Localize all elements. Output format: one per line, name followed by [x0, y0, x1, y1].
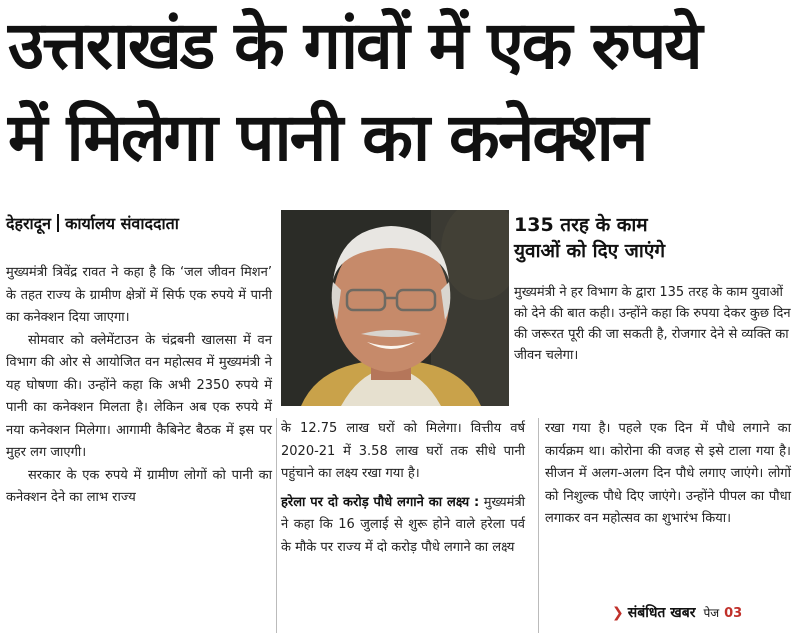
article-column-3 — [545, 418, 791, 531]
sidebox-title — [514, 212, 789, 264]
portrait-image — [281, 210, 509, 406]
column-divider — [276, 418, 277, 633]
article-paragraph: के 12.75 लाख घरों को मिलेगा। वित्तीय वर्ष 2020-21 में 3.58 लाख घरों तक सीधे पानी पहुंचाने का लक्ष्य रखा गया है। — [281, 421, 525, 481]
byline — [6, 212, 179, 234]
headline-line-2: में मिलेगा पानी का कनेक्शन — [8, 99, 647, 176]
chief-minister-photo — [281, 210, 509, 406]
article-paragraph: रखा गया है। पहले एक दिन में पौधे लगाने का कार्यक्रम था। कोरोना की वजह से इसे टाला गया है। सीजन में अलग-अलग दिन पौधे लगाए जाएंगे। लोगों को निशुल्क पौधे दिए जाएंगे। उन्होंने पीपल का पौधा लगाकर वन महोत्सव का शुभारंभ किया। — [545, 421, 791, 526]
article-paragraph: सोमवार को क्लेमेंटाउन के चंद्रबनी खालसा में वन विभाग की ओर से आयोजित वन महोत्सव में मुख्यमंत्री ने यह घोषणा की। उन्होंने कहा कि अभी 2350 रुपये में पानी का कनेक्शन मिलता है। लेकिन अब एक रुपये में नया कनेक्शन मिलेगा। आगामी कैबिनेट बैठक में इस पर मुहर लग जाएगी। — [6, 332, 272, 460]
related-news-link[interactable] — [612, 603, 742, 622]
column-divider — [538, 418, 539, 633]
page-number: 03 — [724, 606, 743, 621]
sidebox-title-line-1: 135 तरह के काम — [514, 214, 648, 236]
sidebox-title-line-2: युवाओं को दिए जाएंगे — [514, 240, 666, 262]
article-paragraph: सरकार के एक रुपये में ग्रामीण लोगों को पानी का कनेक्शन देने का लाभ राज्य — [6, 467, 272, 505]
headline — [8, 0, 793, 184]
headline-line-1: उत्तराखंड के गांवों में एक रुपये — [8, 7, 701, 84]
article-paragraph: मुख्यमंत्री ने कहा कि 16 जुलाई से शुरू होने वाले हरेला पर्व के मौके पर राज्य में दो करोड़ पौधे लगाने का लक्ष्य — [281, 494, 525, 555]
article-column-1 — [6, 262, 272, 510]
related-label: संबंधित खबर — [627, 605, 696, 621]
sidebox-body: मुख्यमंत्री ने हर विभाग के द्वारा 135 तरह के काम युवाओं को देने की बात कही। उन्होंने कहा कि रुपया देकर कुछ दिन की जरूरत पूरी की जा सकती है, रोजगार देने से व्यक्ति का जीवन चलेगा। — [514, 285, 791, 363]
article-column-2 — [281, 418, 525, 559]
arrow-right-icon: ❯ — [612, 605, 624, 621]
byline-separator — [57, 214, 59, 232]
article-paragraph: मुख्यमंत्री त्रिवेंद्र रावत ने कहा है कि ‘जल जीवन मिशन’ के तहत राज्य के ग्रामीण क्षेत्रों में सिर्फ एक रुपये में पानी का कनेक्शन दिया जाएगा। — [6, 265, 272, 325]
page-label: पेज — [703, 606, 720, 620]
article-subhead: हरेला पर दो करोड़ पौधे लगाने का लक्ष्य : — [281, 494, 480, 510]
byline-place: देहरादून — [6, 214, 52, 233]
byline-reporter: कार्यालय संवाददाता — [65, 214, 179, 233]
